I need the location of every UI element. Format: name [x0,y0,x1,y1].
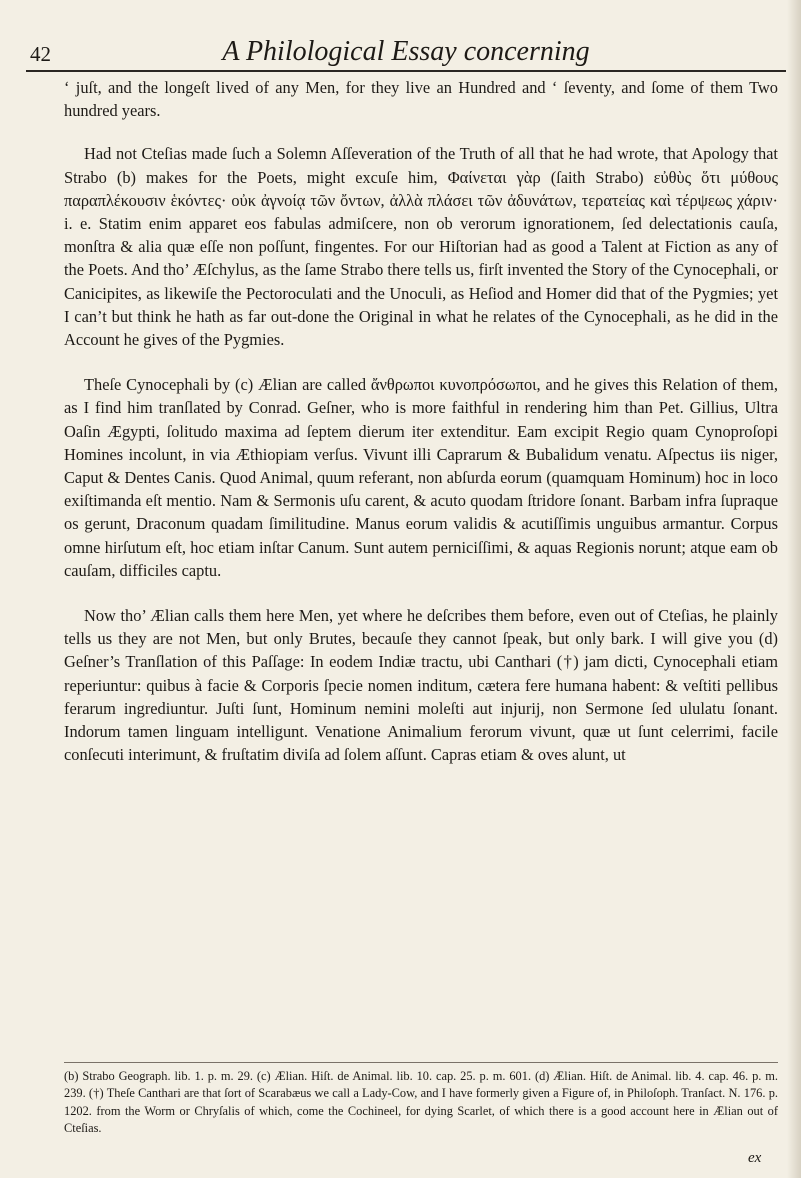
body-text [64,76,778,766]
footnotes: (b) Strabo Geograph. lib. 1. p. m. 29. (c) Ælian. Hiſt. de Animal. lib. 10. cap. 25. p. m. 601. (d) Ælian. Hiſt. de Animal. lib. 4. cap. 46. p. m. 239. (†) Theſe Canthari are that ſort of Scarabæus we call a Lady-Cow, and I have formerly given a Figure of, in Philoſoph. Tranſact. N. 176. p. 1202. from the Worm or Chryſalis of which, come the Cochineel, for dying Scarlet, of which there is a good account here in Ælian out of Cteſias. [64,1069,778,1136]
catchword: ex [748,1150,762,1166]
page-number: 42 [30,42,51,66]
quote-continuation-paragraph: ‘ juſt, and the longeſt lived of any Men, for they live an Hundred and ‘ ſeventy, and ſome of them Two hundred years. [64,78,778,121]
footnote-rule [64,1062,778,1063]
paragraph-gesner-translation: Now tho’ Ælian calls them here Men, yet where he deſcribes them before, even out of Cteſias, he plainly tells us they are not Men, but only Brutes, becauſe they cannot ſpeak, but only bark. I will give you (d) Geſner’s Tranſlation of this Paſſage: In eodem Indiæ tractu, ubi Canthari (†) jam dicti, Cynocephali etiam reperiuntur: quibus à facie & Corporis ſpecie nomen inditum, cætera fere humana habent: & veſtiti pellibus ferarum ingrediuntur. Juſti ſunt, Hominum nemini moleſti aut injurij, non Sermone ſed ululatu ſonant. Indorum tamen linguam intelligunt. Venatione Animalium ferorum vivunt, quæ ut ſunt celerrimi, facile conſecuti interimunt, & fruſtatim diviſa ad ſolem aſſunt. Capras etiam & oves alunt, ut [64,606,778,765]
paragraph-strabo: Had not Cteſias made ſuch a Solemn Aſſeveration of the Truth of all that he had wrote, that Apology that Strabo (b) makes for the Poets, might excuſe him, Φαίνεται γὰρ (ſaith Strabo) εὐθὺς ὅτι μύθους παραπλέκουσιν ἑκόντες· οὐκ ἀγνοίᾳ τῶν ὄντων, ἀλλὰ πλάσει τῶν ἀδυνάτων, τερατείας καὶ τέρψεως χάριν· i. e. Statim enim apparet eos fabulas admiſcere, non ob verorum ignorationem, ſed delectationis cauſa, monſtra & alia quæ eſſe non poſſunt, fingentes. For our Hiſtorian had as good a Talent at Fiction as any of the Poets. And tho’ Æſchylus, as the ſame Strabo there tells us, firſt invented the Story of the Cynocephali, or Canicipites, as likewiſe the Pectoroculati and the Unoculi, as Heſiod and Homer did that of the Pygmies; yet I can’t but think he hath as far out-done the Original in what he relates of the Cynocephali, as he did in the Account he gives of the Pygmies. [64,144,778,350]
page-edge-shadow [787,0,801,1178]
page-header [26,34,786,68]
running-title: A Philological Essay concerning [222,36,590,67]
header-rule [26,70,786,72]
paragraph-aelian-cynocephali: Theſe Cynocephali by (c) Ælian are called ἄνθρωποι κυνοπρόσωποι, and he gives this Relation of them, as I find him tranſlated by Conrad. Geſner, who is more faithful in rendering him than Pet. Gillius, Ultra Oaſin Ægypti, ſolitudo maxima ad ſeptem dierum iter extenditur. Eam excipit Regio quam Cynoproſopi Homines incolunt, in via Æthiopiam verſus. Vivunt illi Caprarum & Bubalidum venatu. Aſpectus iis niger, Caput & Dentes Canis. Quod Animal, quum referant, non abſurda eorum (quamquam Hominum) hoc in loco exiſtimanda eſt mentio. Nam & Sermonis uſu carent, & acuto quodam ſtridore ſonant. Barbam infra ſupraque os gerunt, Draconum quadam ſimilitudine. Manus eorum validis & acutiſſimis unguibus armantur. Corpus omne hirſutum eſt, hoc etiam inſtar Canum. Sunt autem perniciſſimi, & aquas Regionis norunt; atque eam ob cauſam, difficiles captu. [64,375,778,580]
